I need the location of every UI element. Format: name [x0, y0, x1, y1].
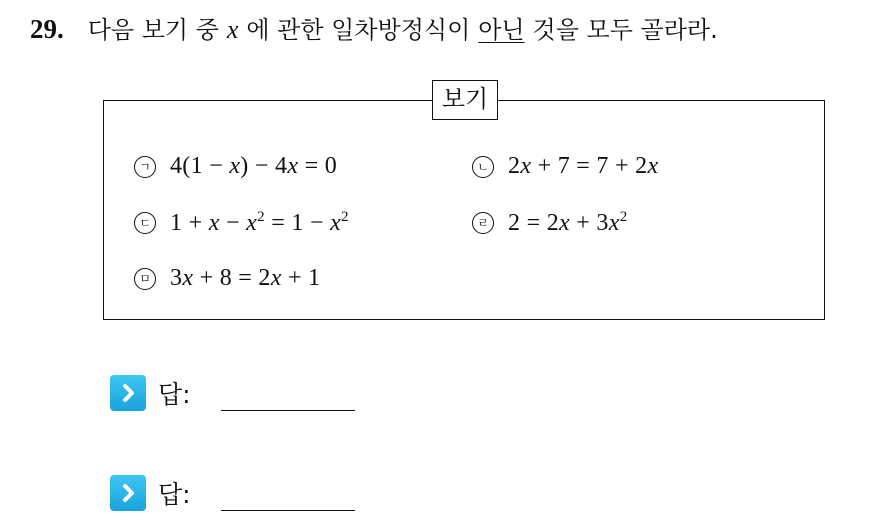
question-text-after: 것을 모두 골라라.: [532, 16, 718, 44]
answer-row-2: [110, 475, 355, 511]
example-item-5: [134, 265, 320, 292]
equation: $2 = 2x + 3x^2$: [508, 209, 628, 236]
answer-label: 답:: [158, 380, 191, 409]
item-marker: ㄹ: [472, 212, 494, 234]
question-number: 29.: [30, 14, 64, 44]
item-marker: ㄷ: [134, 212, 156, 234]
equation: $1 + x - x^2 = 1 - x^2$: [170, 209, 349, 236]
question-negation: 아닌: [478, 16, 525, 44]
question-text-middle: 에 관한 일차방정식이: [246, 16, 471, 44]
answer-blank[interactable]: [221, 410, 355, 411]
answer-label: 답:: [158, 480, 191, 509]
item-marker: ㄱ: [134, 156, 156, 178]
question-text-before: 다음 보기 중: [87, 16, 219, 44]
examples-box-title: 보기: [432, 80, 498, 120]
equation: 4(1 − x) − 4x = 0: [170, 153, 338, 179]
chevron-right-icon: [110, 375, 146, 411]
question: [30, 12, 718, 47]
answer-blank[interactable]: [221, 510, 355, 511]
example-item-2: [472, 153, 658, 180]
example-item-3: [134, 209, 349, 237]
answer-row-1: [110, 375, 355, 411]
equation: 3x + 8 = 2x + 1: [170, 265, 321, 291]
example-item-1: [134, 153, 337, 180]
chevron-right-icon: [110, 475, 146, 511]
question-variable: x: [226, 15, 239, 44]
example-item-4: [472, 209, 628, 237]
examples-box: [103, 85, 825, 320]
item-marker: ㄴ: [472, 156, 494, 178]
equation: 2x + 7 = 7 + 2x: [508, 153, 659, 179]
item-marker: ㅁ: [134, 268, 156, 290]
